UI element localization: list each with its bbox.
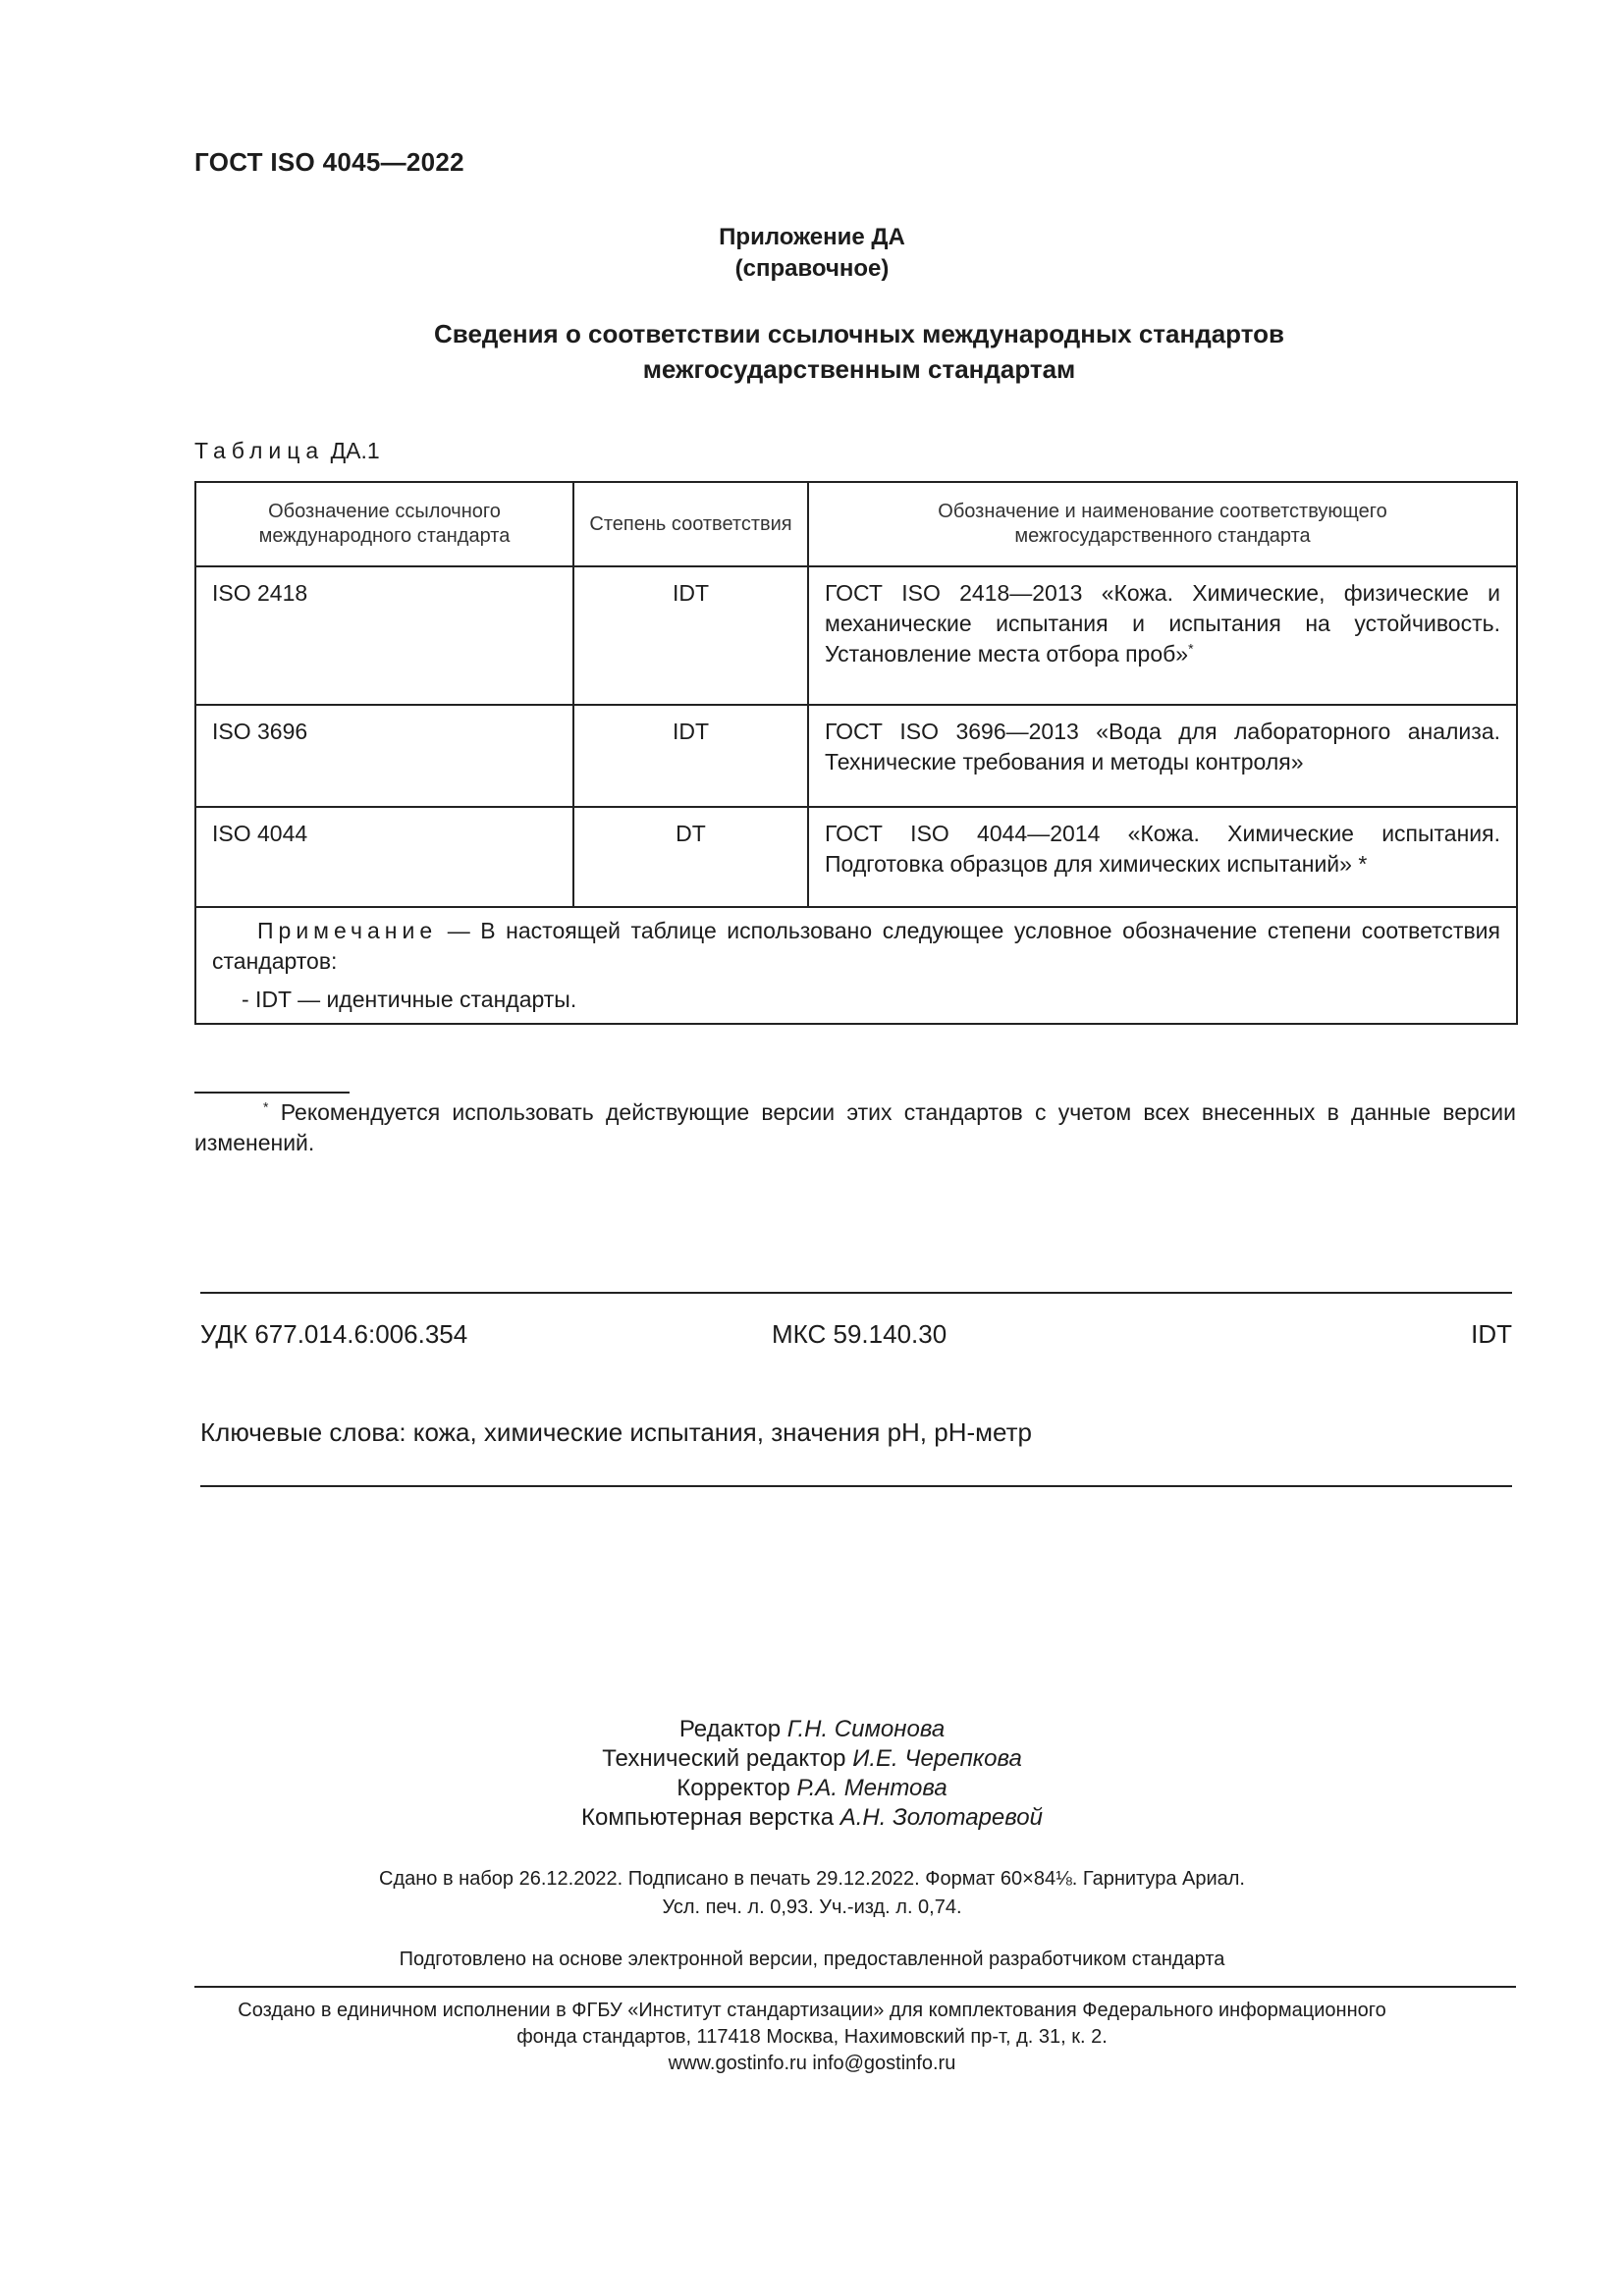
cell-degree <box>573 807 808 907</box>
print-info <box>0 1865 1624 1922</box>
footnote-text: Рекомендуется использовать действующие версии этих стандартов с учетом всех внесенных в данные версии изменений. <box>194 1099 1516 1155</box>
publisher-info-line-1: Создано в единичном исполнении в ФГБУ «Институт стандартизации» для комплектования Федерального информационного <box>238 2000 1386 2021</box>
table-label-word: Таблица <box>194 438 325 463</box>
divider <box>200 1485 1512 1487</box>
footnote-divider <box>194 1092 350 1094</box>
udk-code: УДК 677.014.6:006.354 <box>200 1319 468 1349</box>
note-item: - IDT — идентичные стандарты. <box>242 987 577 1012</box>
print-info-line-2: Усл. печ. л. 0,93. Уч.-изд. л. 0,74. <box>662 1896 962 1918</box>
prepared-note: Подготовлено на основе электронной версии, предоставленной разработчиком стандарта <box>399 1949 1225 1970</box>
cell-standard-name <box>808 705 1517 807</box>
column-header-degree-text: Степень соответствия <box>589 512 792 535</box>
cell-standard-name-text <box>809 567 1516 677</box>
annex-heading-line-2: межгосударственным стандартам <box>642 354 1076 384</box>
note-heading: Примечание <box>257 918 438 943</box>
table-label-number: ДА.1 <box>330 438 380 463</box>
credit-line <box>0 1715 1624 1744</box>
table-row <box>195 566 1517 705</box>
table-label <box>194 438 380 464</box>
column-header-reference-text: Обозначение ссылочного международного стандарта <box>258 501 511 547</box>
credit-role: Корректор <box>677 1775 797 1801</box>
column-header-degree <box>573 482 808 566</box>
publisher-info <box>0 1998 1624 2077</box>
cell-reference <box>195 807 573 907</box>
reference-table <box>194 481 1518 1025</box>
cell-standard-name <box>808 566 1517 705</box>
column-header-name <box>808 482 1517 566</box>
credit-name: Р.А. Ментова <box>796 1775 947 1801</box>
document-code: ГОСТ ISO 4045—2022 <box>194 147 464 177</box>
table-row <box>195 807 1517 907</box>
column-header-reference <box>195 482 573 566</box>
credit-line <box>0 1744 1624 1774</box>
table-note <box>195 907 1517 1024</box>
credit-role: Технический редактор <box>602 1745 853 1772</box>
mks-code: МКС 59.140.30 <box>772 1319 947 1349</box>
cell-degree-text: IDT <box>672 719 710 744</box>
credit-role: Компьютерная верстка <box>581 1804 840 1831</box>
credit-role: Редактор <box>678 1716 787 1742</box>
publisher-contacts: www.gostinfo.ru info@gostinfo.ru <box>668 2053 956 2074</box>
standard-name: ГОСТ ISO 2418—2013 «Кожа. Химические, физические и механические испытания и испытания на устойчивость. Установление места отбора проб» <box>825 580 1500 667</box>
divider <box>200 1292 1512 1294</box>
keywords: Ключевые слова: кожа, химические испытания, значения pH, pH-метр <box>200 1417 1032 1447</box>
cell-reference-text: ISO 2418 <box>212 580 308 606</box>
credit-name: А.Н. Золотаревой <box>839 1804 1043 1831</box>
table-note-text <box>196 908 1516 985</box>
cell-degree <box>573 705 808 807</box>
cell-reference-text: ISO 3696 <box>212 719 308 744</box>
annex-title: Приложение ДА <box>719 224 905 250</box>
cell-standard-name-text: ГОСТ ISO 4044—2014 «Кожа. Химические испытания. Подготовка образцов для химических испытаний» * <box>825 821 1500 877</box>
cell-degree-text: DT <box>676 821 706 846</box>
annex-status: (справочное) <box>734 255 890 282</box>
table-header-row <box>195 482 1517 566</box>
cell-reference <box>195 705 573 807</box>
credit-line <box>0 1774 1624 1803</box>
column-header-name-text: Обозначение и наименование соответствующего межгосударственного стандарта <box>938 501 1387 547</box>
footnote-mark: * <box>263 1098 269 1115</box>
credit-name: Г.Н. Симонова <box>786 1716 946 1742</box>
credit-line <box>0 1803 1624 1833</box>
annex-heading <box>295 316 1424 387</box>
footnote <box>194 1097 1516 1158</box>
cell-reference <box>195 566 573 705</box>
degree-code: IDT <box>1471 1319 1512 1349</box>
cell-degree-text: IDT <box>672 580 710 606</box>
cell-degree <box>573 566 808 705</box>
note-body: — В настоящей таблице использовано следующее условное обозначение степени соответствия стандартов: <box>212 918 1500 974</box>
table-row <box>195 705 1517 807</box>
cell-standard-name <box>808 807 1517 907</box>
divider <box>194 1986 1516 1988</box>
publisher-info-line-2: фонда стандартов, 117418 Москва, Нахимовский пр-т, д. 31, к. 2. <box>516 2026 1108 2048</box>
credits <box>0 1715 1624 1833</box>
footnote-mark: * <box>1188 640 1194 657</box>
table-note-row <box>195 907 1517 1024</box>
credit-name: И.Е. Черепкова <box>852 1745 1022 1772</box>
print-info-line-1: Сдано в набор 26.12.2022. Подписано в печать 29.12.2022. Формат 60×84⅛. Гарнитура Ариал. <box>379 1868 1245 1890</box>
cell-reference-text: ISO 4044 <box>212 821 308 846</box>
annex-heading-line-1: Сведения о соответствии ссылочных международных стандартов <box>434 319 1284 348</box>
cell-standard-name-text: ГОСТ ISO 3696—2013 «Вода для лабораторного анализа. Технические требования и методы контроля» <box>825 719 1500 774</box>
